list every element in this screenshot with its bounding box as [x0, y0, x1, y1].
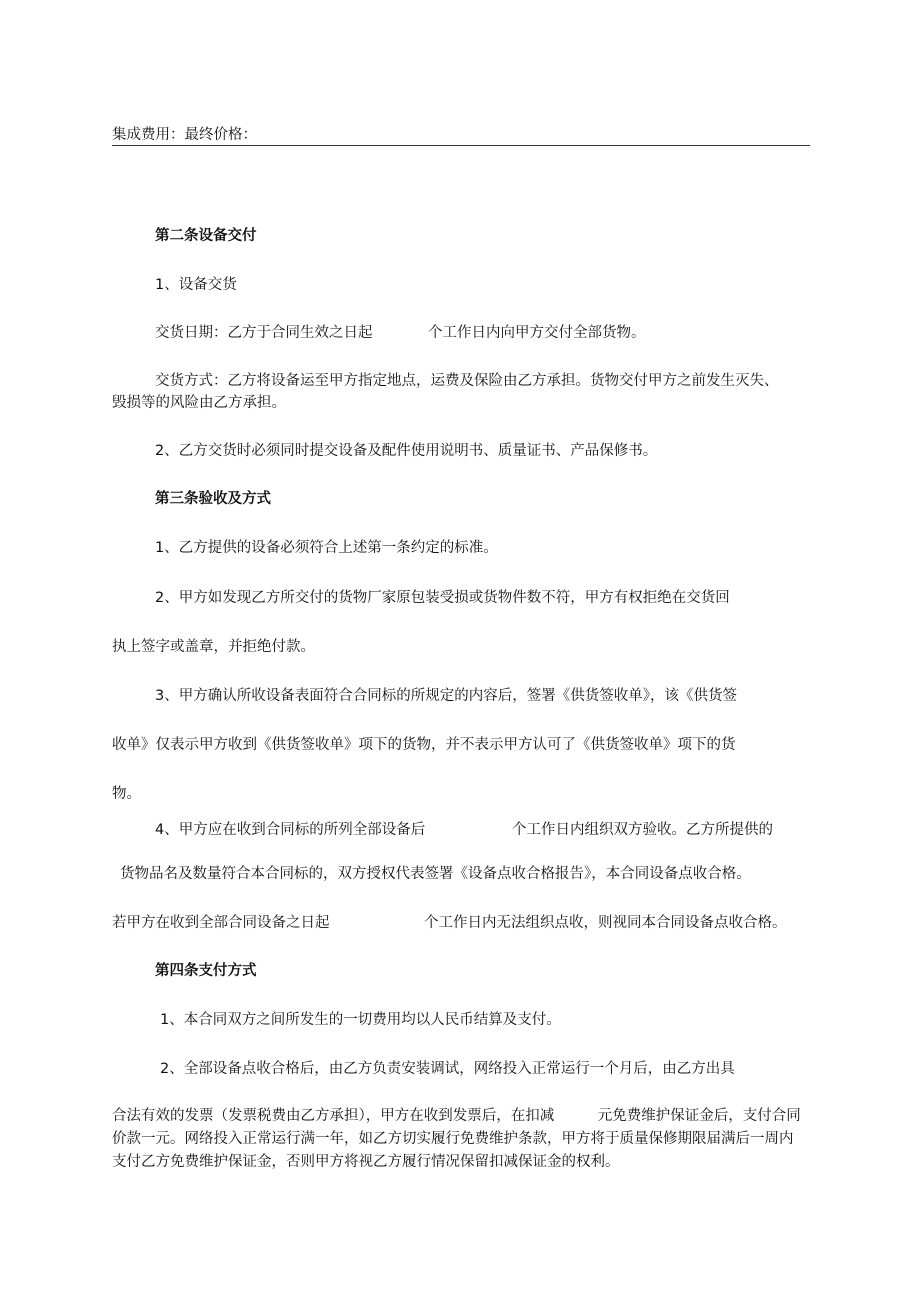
art3-item3-line3: 物。: [112, 786, 141, 802]
art4-item1: 1、本合同双方之间所发生的一切费用均以人民币结算及支付。: [160, 1012, 561, 1028]
article-4-title: 第四条支付方式: [155, 963, 257, 979]
art2-delivery-date-b: 个工作日内向甲方交付全部货物。: [428, 325, 646, 341]
art2-delivery-date-a: 交货日期：乙方于合同生效之日起: [155, 325, 373, 341]
art3-item4-line3a: 若甲方在收到全部合同设备之日起: [112, 915, 330, 931]
header-rule: [112, 145, 810, 146]
art4-item2-line1: 2、全部设备点收合格后，由乙方负责安装调试，网络投入正常运行一个月后，由乙方出具: [160, 1061, 735, 1077]
art3-item2-line2: 执上签字或盖章，并拒绝付款。: [112, 639, 315, 655]
article-3-title: 第三条验收及方式: [155, 491, 271, 507]
art3-item4-line2: 货物品名及数量符合本合同标的，双方授权代表签署《设备点收合格报告》，本合同设备点收合格。: [120, 866, 751, 882]
art3-item3-line2: 收单》仅表示甲方收到《供货签收单》项下的货物，并不表示甲方认可了《供货签收单》项下的货: [112, 737, 736, 753]
art4-item2-paragraph: 合法有效的发票（发票税费由乙方承担），甲方在收到发票后，在扣减 元免费维护保证金后，支付合同价款一元。网络投入正常运行满一年，如乙方切实履行免费维护条款，甲方将于质量保修期限届满后一周内支付乙方免费维护保证金，否则甲方将视乙方履行情况保留扣减保证金的权利。: [112, 1108, 801, 1170]
art3-item2-line1: 2、甲方如发现乙方所交付的货物厂家原包装受损或货物件数不符，甲方有权拒绝在交货回: [155, 590, 730, 606]
art2-item1: 1、设备交货: [155, 277, 237, 293]
art2-item2: 2、乙方交货时必须同时提交设备及配件使用说明书、质量证书、产品保修书。: [155, 443, 658, 459]
integration-fee-label: 集成费用：最终价格：: [112, 127, 257, 143]
art3-item4-line3b: 个工作日内无法组织点收，则视同本合同设备点收合格。: [424, 915, 787, 931]
article-2-title: 第二条设备交付: [155, 228, 257, 244]
art3-item1: 1、乙方提供的设备必须符合上述第一条约定的标准。: [155, 540, 498, 556]
art3-item4-line1a: 4、甲方应在收到合同标的所列全部设备后: [155, 822, 426, 838]
art2-delivery-method-line2: 毁损等的风险由乙方承担。: [112, 395, 286, 411]
art3-item3-line1: 3、甲方确认所收设备表面符合合同标的所规定的内容后，签署《供货签收单》，该《供货签: [155, 688, 737, 704]
art3-item4-line1b: 个工作日内组织双方验收。乙方所提供的: [512, 822, 773, 838]
art2-delivery-method-line1: 交货方式：乙方将设备运至甲方指定地点，运费及保险由乙方承担。货物交付甲方之前发生灭失、: [155, 373, 779, 389]
